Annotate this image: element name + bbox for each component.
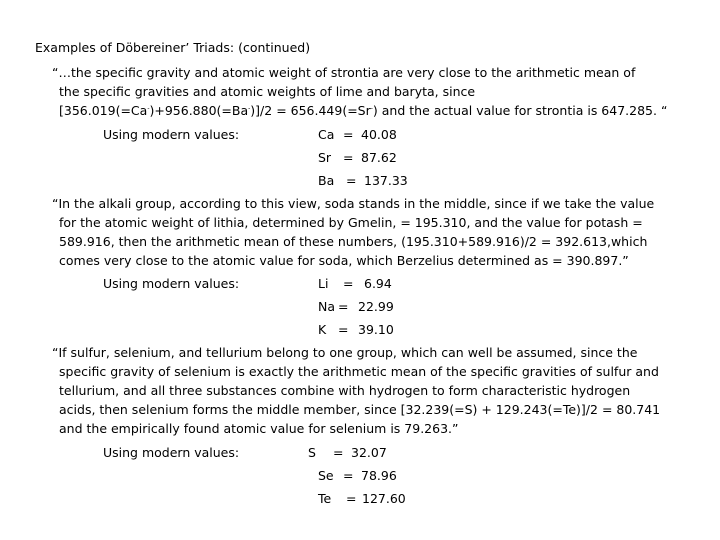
element-symbol: Sr <box>318 150 332 165</box>
modern-values-label-strontia: Using modern values: <box>103 127 240 142</box>
equals-sign: = <box>333 445 344 460</box>
element-symbol: Li <box>318 276 329 291</box>
equals-sign: = <box>343 468 354 483</box>
sulfur-quote-line-5: and the empirically found atomic value for selenium is 79.263.” <box>59 421 459 436</box>
element-symbol: Na <box>318 299 336 314</box>
element-symbol: Te <box>318 491 332 506</box>
equals-sign: = <box>343 127 354 142</box>
equals-sign: = <box>338 299 349 314</box>
sulfur-quote-line-2: specific gravity of selenium is exactly the arithmetic mean of the specific gravities of sulfur and <box>59 364 659 379</box>
slide-title: Examples of Döbereiner’ Triads: (continued) <box>35 40 311 55</box>
alkali-quote-line-2: for the atomic weight of lithia, determined by Gmelin, = 195.310, and the value for potash = <box>59 215 643 230</box>
element-value: 22.99 <box>358 299 394 314</box>
equals-sign: = <box>346 491 357 506</box>
strontia-calc-part-a: [356.019(=Ca <box>59 103 148 118</box>
element-value: 6.94 <box>364 276 392 291</box>
sulfur-quote-line-4: acids, then selenium forms the middle member, since [32.239(=S) + 129.243(=Te)]/2 = 80.741 <box>59 402 661 417</box>
strontia-quote-line-3 <box>59 103 667 119</box>
element-symbol: Se <box>318 468 334 483</box>
element-value: 87.62 <box>361 150 397 165</box>
element-value: 137.33 <box>364 173 408 188</box>
sulfur-quote-line-3: tellurium, and all three substances combine with hydrogen to form characteristic hydrogen <box>59 383 631 398</box>
modern-values-label-sulfur: Using modern values: <box>103 445 240 460</box>
equals-sign: = <box>338 322 349 337</box>
element-value: 40.08 <box>361 127 397 142</box>
superscript-mark: - <box>248 104 251 112</box>
element-symbol: S <box>308 445 316 460</box>
strontia-calc-part-b: )+956.880(=Ba <box>149 103 249 118</box>
equals-sign: = <box>343 150 354 165</box>
element-symbol: Ca <box>318 127 335 142</box>
element-value: 78.96 <box>361 468 397 483</box>
element-value: 32.07 <box>351 445 387 460</box>
strontia-calc-part-c: )]/2 = 656.449(=Sr <box>250 103 371 118</box>
sulfur-quote-line-1: “If sulfur, selenium, and tellurium belong to one group, which can well be assumed, since the <box>52 345 638 360</box>
superscript-mark: - <box>370 104 373 112</box>
alkali-quote-line-1: “In the alkali group, according to this view, soda stands in the middle, since if we take the value <box>52 196 655 211</box>
strontia-quote-line-2: the specific gravities and atomic weights of lime and baryta, since <box>59 84 476 99</box>
strontia-quote-line-1: “…the specific gravity and atomic weight of strontia are very close to the arithmetic mean of <box>52 65 636 80</box>
element-value: 39.10 <box>358 322 394 337</box>
element-symbol: K <box>318 322 327 337</box>
equals-sign: = <box>343 276 354 291</box>
modern-values-label-alkali: Using modern values: <box>103 276 240 291</box>
element-value: 127.60 <box>362 491 406 506</box>
element-symbol: Ba <box>318 173 335 188</box>
superscript-mark: - <box>147 104 150 112</box>
strontia-calc-part-d: ) and the actual value for strontia is 647.285. “ <box>372 103 668 118</box>
alkali-quote-line-4: comes very close to the atomic value for soda, which Berzelius determined as = 390.897.” <box>59 253 629 268</box>
alkali-quote-line-3: 589.916, then the arithmetic mean of these numbers, (195.310+589.916)/2 = 392.613,which <box>59 234 648 249</box>
equals-sign: = <box>346 173 357 188</box>
